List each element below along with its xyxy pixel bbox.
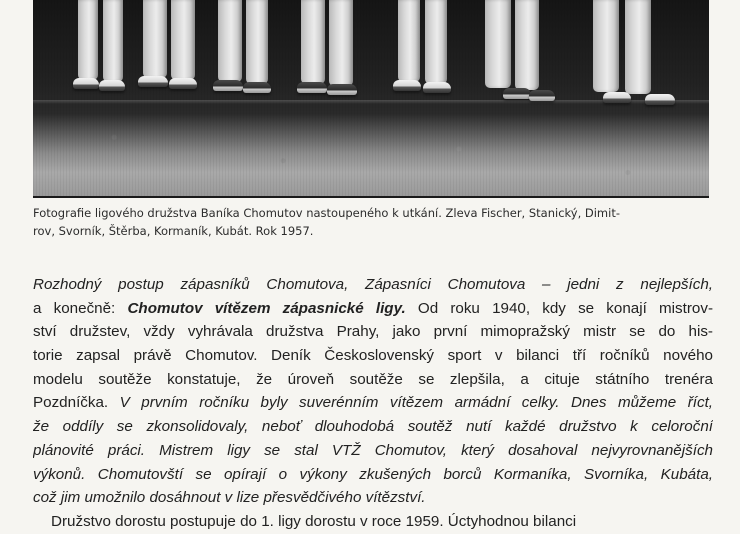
article-line-6 <box>33 391 713 415</box>
player-5-right-leg <box>425 0 447 84</box>
player-2-left-shoe <box>138 76 168 87</box>
player-1-right-shoe <box>99 80 125 91</box>
player-4-right-shoe <box>327 84 357 95</box>
player-3-left-leg <box>218 0 242 82</box>
player-6-right-shoe <box>529 90 555 101</box>
article-line-9: výkonů. Chomutovští se opírají o výkony zkušených borců Kormaníka, Svorníka, Kubáta, <box>33 465 713 483</box>
article-line-6-pre: Pozdníčka. <box>33 394 120 412</box>
article-body <box>33 273 713 534</box>
player-3-right-shoe <box>243 82 271 93</box>
player-7-right-shoe <box>645 94 675 105</box>
team-photo <box>33 0 709 198</box>
player-4-left-leg <box>301 0 325 84</box>
article-line-11: Družstvo dorostu postupuje do 1. ligy dorostu v roce 1959. Úctyhodnou bilanci <box>51 512 577 530</box>
article-line-10: což jim umožnilo dosáhnout v lize přesvědčivého vítězství. <box>33 489 426 507</box>
caption-line-2: rov, Svorník, Štěrba, Kormaník, Kubát. Rok 1957. <box>33 224 314 238</box>
article-line-3: ství družstev, vždy vyhrávala družstva Prahy, jako první mimopražský mistr se do his- <box>33 323 713 341</box>
article-line-2-bold: Chomutov vítězem zápasnické ligy. <box>127 299 406 317</box>
player-7-left-shoe <box>603 92 631 103</box>
player-2-right-shoe <box>169 78 197 89</box>
player-6-left-shoe <box>503 88 531 99</box>
article-line-5: modelu soutěže konstatuje, že úroveň soutěže se zlepšila, a cituje státního trenéra <box>33 370 713 388</box>
article-line-1: Rozhodný postup zápasníků Chomutova, Zápasníci Chomutova – jedni z nejlepších, <box>33 276 713 293</box>
player-7-left-leg <box>593 0 619 92</box>
article-line-6-italic: V prvním ročníku byly suverénním vítězem armádní celky. Dnes můžeme říct, <box>119 394 713 412</box>
player-6-left-leg <box>485 0 511 88</box>
article-line-4: torie zapsal právě Chomutov. Deník Československý sport v bilanci tří ročníků nového <box>33 347 713 365</box>
player-3-left-shoe <box>213 80 243 91</box>
player-6-right-leg <box>515 0 539 90</box>
article-line-2-pre: a konečně: <box>33 299 128 317</box>
player-5-right-shoe <box>423 82 451 93</box>
article-line-2-post: Od roku 1940, kdy se konají mistrov- <box>405 299 713 317</box>
player-4-right-leg <box>329 0 353 86</box>
photo-caption <box>33 204 713 240</box>
player-5-left-leg <box>398 0 420 82</box>
player-3-right-leg <box>246 0 268 84</box>
player-4-left-shoe <box>297 82 327 93</box>
player-7-right-leg <box>625 0 651 94</box>
player-1-right-leg <box>103 0 123 82</box>
article-line-2 <box>33 297 713 321</box>
player-1-left-shoe <box>73 78 99 89</box>
player-5-left-shoe <box>393 80 421 91</box>
article-line-8: plánovité práci. Mistrem ligy se stal VTŽ Chomutov, který dosahoval nejvyrovnanějších <box>33 441 713 459</box>
player-2-left-leg <box>143 0 167 78</box>
article-line-7: že oddíly se zkonsolidovaly, neboť dlouhodobá soutěž nutí každé družstvo k celoroční <box>33 418 713 436</box>
player-1-left-leg <box>78 0 98 80</box>
player-2-right-leg <box>171 0 195 80</box>
caption-line-1: Fotografie ligového družstva Baníka Chomutov nastoupeného k utkání. Zleva Fischer, Stanický, Dimit- <box>33 206 620 220</box>
